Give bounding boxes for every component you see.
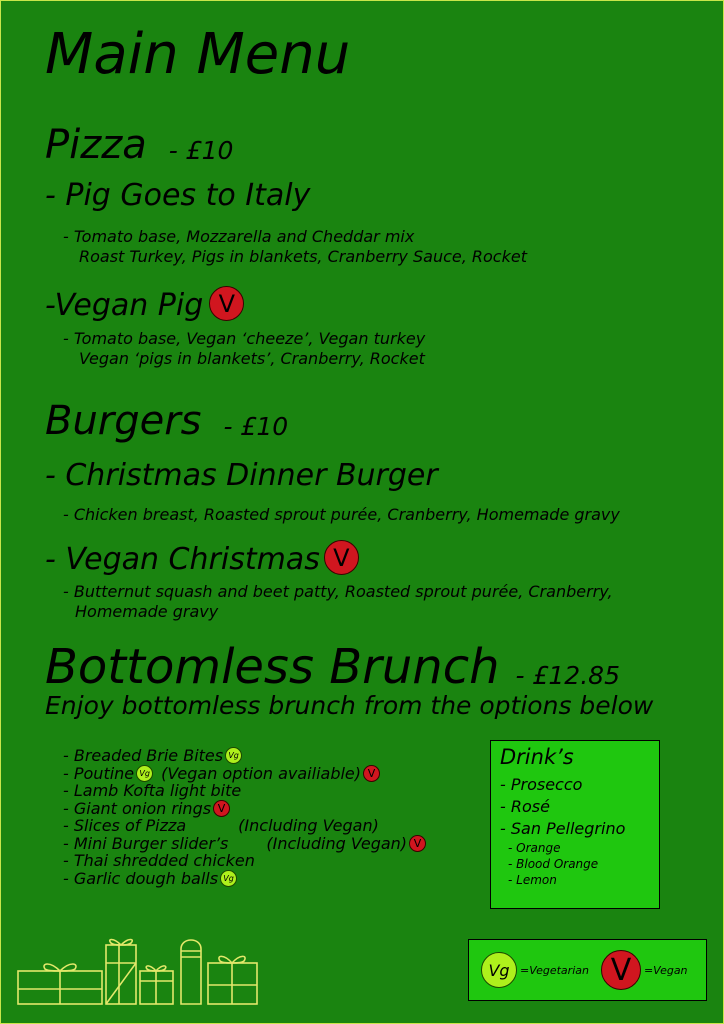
- pizza-item-desc: - Tomato base, Vegan ‘cheeze’, Vegan turkey: [63, 329, 426, 348]
- vegetarian-badge-icon: Vg: [481, 952, 517, 988]
- brunch-item-note: (Including Vegan): [266, 833, 408, 853]
- vegetarian-badge-icon: Vg: [220, 870, 237, 887]
- burger-item-desc: - Butternut squash and beet patty, Roasted sprout purée, Cranberry,: [63, 582, 613, 601]
- drink-sub-item: - Blood Orange: [508, 857, 599, 871]
- page-title: Main Menu: [45, 22, 351, 87]
- brunch-item-note: (Vegan option availiable): [161, 763, 362, 783]
- vegetarian-label: =Vegetarian: [520, 963, 589, 977]
- brunch-item: [63, 747, 463, 765]
- drink-item: - Rosé: [500, 797, 550, 816]
- brunch-item: [63, 765, 463, 783]
- drink-item: - Prosecco: [500, 775, 583, 794]
- brunch-item-text: - Lamb Kofta light bite: [63, 781, 242, 800]
- drink-sub-item: - Lemon: [508, 873, 557, 887]
- gift-box-icon: [208, 956, 257, 1004]
- pizza-item-name: - Pig Goes to Italy: [45, 178, 311, 213]
- burger-vegan-row: [45, 540, 359, 575]
- vegan-badge-icon: V: [324, 540, 359, 575]
- burgers-heading: Burgers: [45, 398, 202, 444]
- dietary-legend: [468, 939, 707, 1001]
- pizza-heading-row: [45, 122, 234, 168]
- pizza-item-desc: Vegan ‘pigs in blankets’, Cranberry, Rocket: [79, 349, 425, 368]
- gift-box-icon: [181, 940, 201, 1004]
- vegan-badge-icon: V: [409, 835, 426, 852]
- drinks-heading: Drink’s: [500, 745, 574, 769]
- brunch-item: [63, 852, 463, 870]
- brunch-item: [63, 835, 463, 853]
- burger-item-desc: - Chicken breast, Roasted sprout purée, Cranberry, Homemade gravy: [63, 505, 620, 524]
- drinks-box: [490, 740, 660, 909]
- burger-item-name: - Christmas Dinner Burger: [45, 458, 438, 493]
- pizza-vegan-row: [45, 286, 244, 321]
- gift-boxes-icon: [15, 933, 265, 1009]
- brunch-item-text: - Thai shredded chicken: [63, 851, 255, 870]
- vegetarian-badge-icon: Vg: [136, 765, 153, 782]
- brunch-subtitle: Enjoy bottomless brunch from the options below: [45, 691, 654, 720]
- burger-item-name: - Vegan Christmas: [45, 542, 320, 577]
- brunch-item-text: - Slices of Pizza: [63, 816, 187, 835]
- brunch-item-note: (Including Vegan): [238, 816, 379, 835]
- vegan-badge-icon: V: [601, 950, 641, 990]
- brunch-item-text: - Garlic dough balls: [63, 868, 219, 888]
- gift-box-icon: [106, 940, 136, 1005]
- brunch-price: - £12.85: [515, 661, 620, 690]
- pizza-heading: Pizza: [45, 122, 147, 168]
- pizza-item-name: -Vegan Pig: [45, 288, 204, 323]
- brunch-item-text: - Giant onion rings: [63, 798, 212, 818]
- pizza-item-desc: - Tomato base, Mozzarella and Cheddar mix: [63, 227, 415, 246]
- brunch-item: [63, 817, 463, 835]
- brunch-item-text: - Breaded Brie Bites: [63, 746, 224, 765]
- brunch-item-text: - Mini Burger slider’s: [63, 833, 229, 853]
- vegetarian-badge-icon: Vg: [225, 747, 242, 764]
- drink-sub-item: - Orange: [508, 841, 561, 855]
- burgers-heading-row: [45, 398, 289, 444]
- vegan-badge-icon: V: [363, 765, 380, 782]
- brunch-item: [63, 782, 463, 800]
- brunch-item: [63, 800, 463, 818]
- burger-item-desc: Homemade gravy: [75, 602, 219, 621]
- brunch-item: [63, 870, 463, 888]
- drink-item: - San Pellegrino: [500, 819, 626, 838]
- gift-box-icon: [140, 966, 173, 1004]
- gift-box-icon: [18, 964, 102, 1004]
- vegan-badge-icon: V: [213, 800, 230, 817]
- brunch-heading-row: [45, 639, 620, 695]
- burgers-price: - £10: [223, 412, 289, 441]
- brunch-item-text: - Poutine: [63, 763, 135, 783]
- vegan-badge-icon: V: [209, 286, 244, 321]
- vegan-label: =Vegan: [643, 963, 688, 977]
- brunch-heading: Bottomless Brunch: [45, 639, 500, 695]
- brunch-list: [63, 747, 463, 887]
- pizza-price: - £10: [168, 136, 234, 165]
- pizza-item-desc: Roast Turkey, Pigs in blankets, Cranberry Sauce, Rocket: [79, 247, 527, 266]
